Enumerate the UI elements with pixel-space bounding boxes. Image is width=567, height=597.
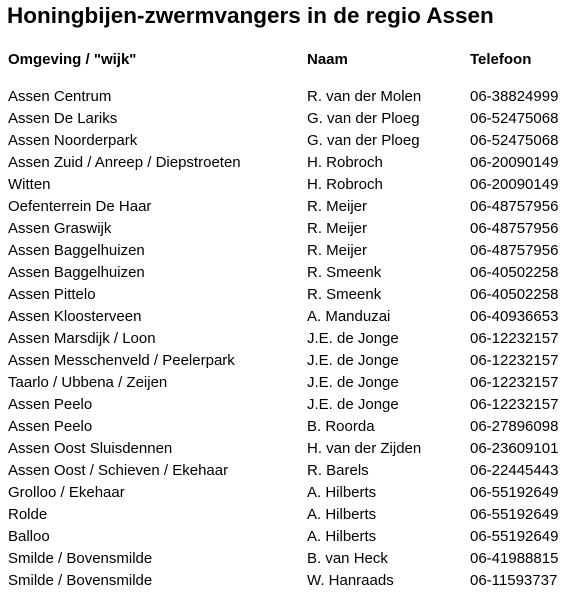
cell-phone: 06-48757956 [470,220,559,237]
cell-area: Assen Marsdijk / Loon [8,330,156,347]
cell-phone: 06-38824999 [470,88,559,105]
cell-phone: 06-55192649 [470,506,559,523]
table-row [0,438,567,460]
table-row [0,372,567,394]
cell-phone: 06-52475068 [470,132,559,149]
cell-area: Grolloo / Ekehaar [8,484,125,501]
table-row [0,570,567,592]
table-row [0,394,567,416]
table-row [0,460,567,482]
table-row [0,284,567,306]
header-phone: Telefoon [470,51,532,68]
header-area: Omgeving / "wijk" [8,51,137,68]
table-row [0,196,567,218]
cell-area: Assen Peelo [8,418,93,435]
cell-name: R. Meijer [307,198,368,215]
cell-area: Smilde / Bovensmilde [8,572,153,589]
cell-phone: 06-48757956 [470,242,559,259]
cell-name: R. Smeenk [307,264,382,281]
cell-phone: 06-11593737 [470,572,558,589]
cell-area: Assen Centrum [8,88,112,105]
cell-area: Assen Baggelhuizen [8,242,145,259]
cell-name: A. Hilberts [307,528,377,545]
cell-phone: 06-48757956 [470,198,559,215]
cell-phone: 06-12232157 [470,330,559,347]
table-row [0,350,567,372]
cell-name: R. Meijer [307,220,368,237]
table-row [0,240,567,262]
cell-phone: 06-52475068 [470,110,559,127]
table-row [0,130,567,152]
cell-area: Assen Kloosterveen [8,308,142,325]
cell-phone: 06-40502258 [470,264,559,281]
swarm-catchers-table [0,49,567,592]
cell-area: Assen Noorderpark [8,132,138,149]
cell-name: R. Barels [307,462,369,479]
cell-phone: 06-40502258 [470,286,559,303]
header-spacer [0,71,567,86]
cell-phone: 06-12232157 [470,396,559,413]
cell-phone: 06-12232157 [470,374,559,391]
cell-area: Assen Zuid / Anreep / Diepstroeten [8,154,241,171]
cell-phone: 06-20090149 [470,176,559,193]
cell-name: B. van Heck [307,550,388,567]
cell-area: Balloo [8,528,50,545]
cell-name: H. Robroch [307,176,383,193]
table-row [0,108,567,130]
cell-area: Assen Oost / Schieven / Ekehaar [8,462,229,479]
table-row [0,262,567,284]
cell-name: J.E. de Jonge [307,330,399,347]
cell-area: Taarlo / Ubbena / Zeijen [8,374,168,391]
header-name: Naam [307,51,348,68]
cell-area: Assen Messchenveld / Peelerpark [8,352,235,369]
cell-area: Assen Graswijk [8,220,112,237]
cell-name: R. Meijer [307,242,368,259]
table-row [0,86,567,108]
cell-phone: 06-40936653 [470,308,559,325]
table-row [0,548,567,570]
cell-name: A. Manduzai [307,308,391,325]
cell-area: Witten [8,176,51,193]
cell-area: Assen Pittelo [8,286,96,303]
table-row [0,328,567,350]
cell-area: Assen Oost Sluisdennen [8,440,173,457]
cell-name: A. Hilberts [307,484,377,501]
cell-phone: 06-23609101 [470,440,559,457]
cell-phone: 06-22445443 [470,462,559,479]
table-row [0,174,567,196]
table-row [0,416,567,438]
cell-name: J.E. de Jonge [307,352,399,369]
cell-phone: 06-55192649 [470,528,559,545]
cell-name: H. Robroch [307,154,383,171]
cell-area: Assen Baggelhuizen [8,264,145,281]
cell-phone: 06-55192649 [470,484,559,501]
table-row [0,504,567,526]
cell-phone: 06-20090149 [470,154,559,171]
cell-phone: 06-12232157 [470,352,559,369]
cell-area: Smilde / Bovensmilde [8,550,153,567]
cell-name: A. Hilberts [307,506,377,523]
cell-area: Rolde [8,506,48,523]
cell-name: R. van der Molen [307,88,422,105]
table-header-row [0,49,567,71]
cell-name: H. van der Zijden [307,440,422,457]
cell-name: R. Smeenk [307,286,382,303]
table-row [0,218,567,240]
cell-area: Assen Peelo [8,396,93,413]
cell-phone: 06-41988815 [470,550,559,567]
cell-name: W. Hanraads [307,572,394,589]
cell-phone: 06-27896098 [470,418,559,435]
cell-area: Oefenterrein De Haar [8,198,152,215]
cell-name: G. van der Ploeg [307,132,420,149]
table-body [0,71,567,592]
table-row [0,526,567,548]
table-row [0,152,567,174]
cell-name: B. Roorda [307,418,375,435]
cell-name: G. van der Ploeg [307,110,420,127]
table-row [0,306,567,328]
cell-name: J.E. de Jonge [307,396,399,413]
page-title: Honingbijen-zwermvangers in de regio Assen [7,3,494,28]
cell-area: Assen De Lariks [8,110,118,127]
table-row [0,482,567,504]
cell-name: J.E. de Jonge [307,374,399,391]
